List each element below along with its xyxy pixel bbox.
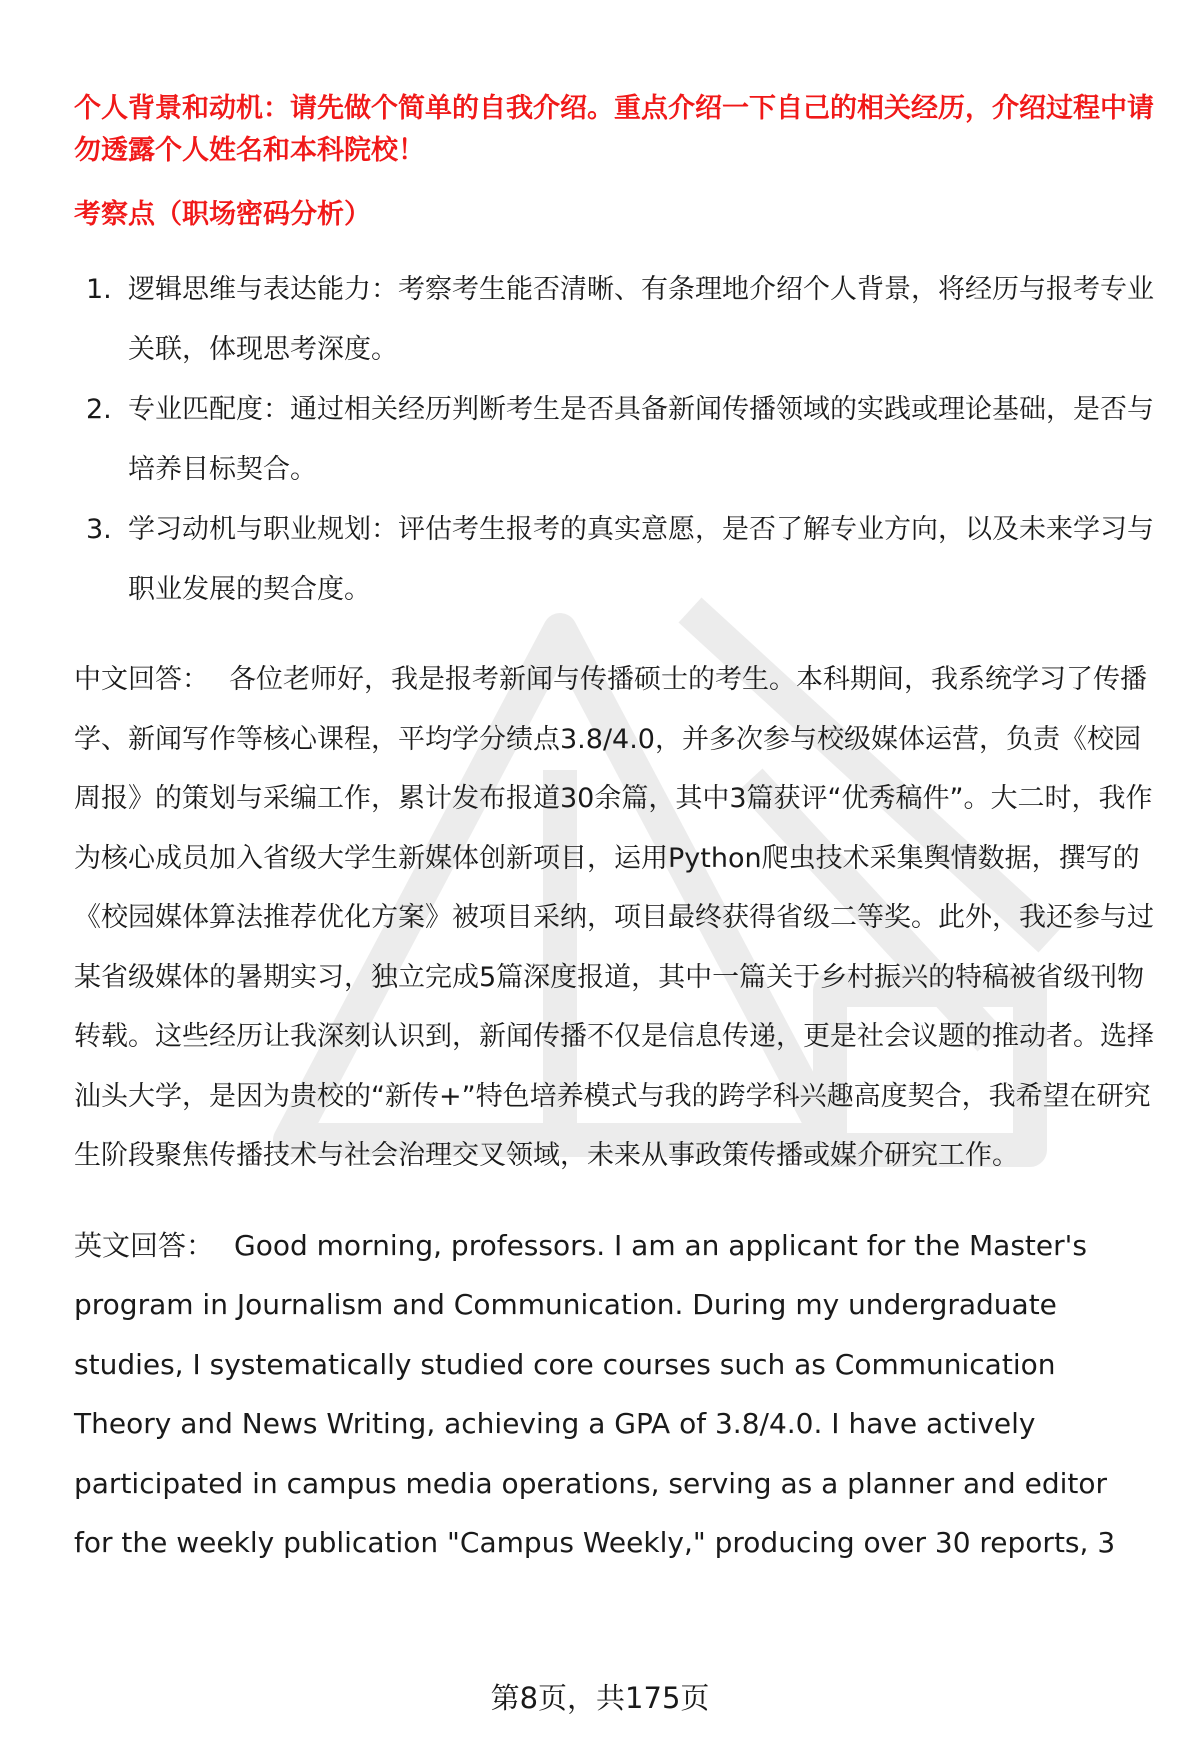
english-answer <box>74 1216 1154 1573</box>
english-answer-label: 英文回答： <box>74 1228 215 1262</box>
list-item <box>74 500 1154 620</box>
assessment-heading: 考察点（职场密码分析） <box>74 199 371 230</box>
list-number: 1. <box>86 274 112 305</box>
chinese-answer <box>74 650 1154 1186</box>
list-item <box>74 380 1154 500</box>
list-text: 专业匹配度：通过相关经历判断考生是否具备新闻传播领域的实践或理论基础，是否与培养目标契合。 <box>128 394 1154 485</box>
document-body <box>74 88 1154 1573</box>
page-number: 第8页，共175页 <box>490 1681 710 1715</box>
list-text: 学习动机与职业规划：评估考生报考的真实意愿，是否了解专业方向，以及未来学习与职业发展的契合度。 <box>128 514 1154 605</box>
list-number: 2. <box>86 394 112 425</box>
list-text: 逻辑思维与表达能力：考察考生能否清晰、有条理地介绍个人背景，将经历与报考专业关联，体现思考深度。 <box>128 274 1154 365</box>
list-number: 3. <box>86 514 112 545</box>
chinese-answer-text: 各位老师好，我是报考新闻与传播硕士的考生。本科期间，我系统学习了传播学、新闻写作等核心课程，平均学分绩点3.8/4.0，并多次参与校级媒体运营，负责《校园周报》的策划与采编工作，累计发布报道30余篇，其中3篇获评“优秀稿件”。大二时，我作为核心成员加入省级大学生新媒体创新项目，运用Python爬虫技术采集舆情数据，撰写的《校园媒体算法推荐优化方案》被项目采纳，项目最终获得省级二等奖。此外，我还参与过某省级媒体的暑期实习，独立完成5篇深度报道，其中一篇关于乡村振兴的特稿被省级刊物转载。这些经历让我深刻认识到，新闻传播不仅是信息传递，更是社会议题的推动者。选择汕头大学，是因为贵校的“新传+”特色培养模式与我的跨学科兴趣高度契合，我希望在研究生阶段聚焦传播技术与社会治理交叉领域，未来从事政策传播或媒介研究工作。 <box>74 664 1154 1171</box>
list-item <box>74 260 1154 380</box>
english-answer-text: Good morning, professors. I am an applicant for the Master's program in Journalism and Communication. During my undergraduate studies, I systematically studied core courses such as Communication Theory and News Writing, achieving a GPA of 3.8/4.0. I have actively participated in campus media operations, serving as a planner and editor for the weekly publication "Campus Weekly," producing over 30 reports, 3 <box>74 1228 1116 1559</box>
chinese-answer-label: 中文回答： <box>74 664 209 695</box>
question-title: 个人背景和动机：请先做个简单的自我介绍。重点介绍一下自己的相关经历，介绍过程中请勿透露个人姓名和本科院校！ <box>74 93 1154 166</box>
assessment-points <box>74 260 1154 620</box>
